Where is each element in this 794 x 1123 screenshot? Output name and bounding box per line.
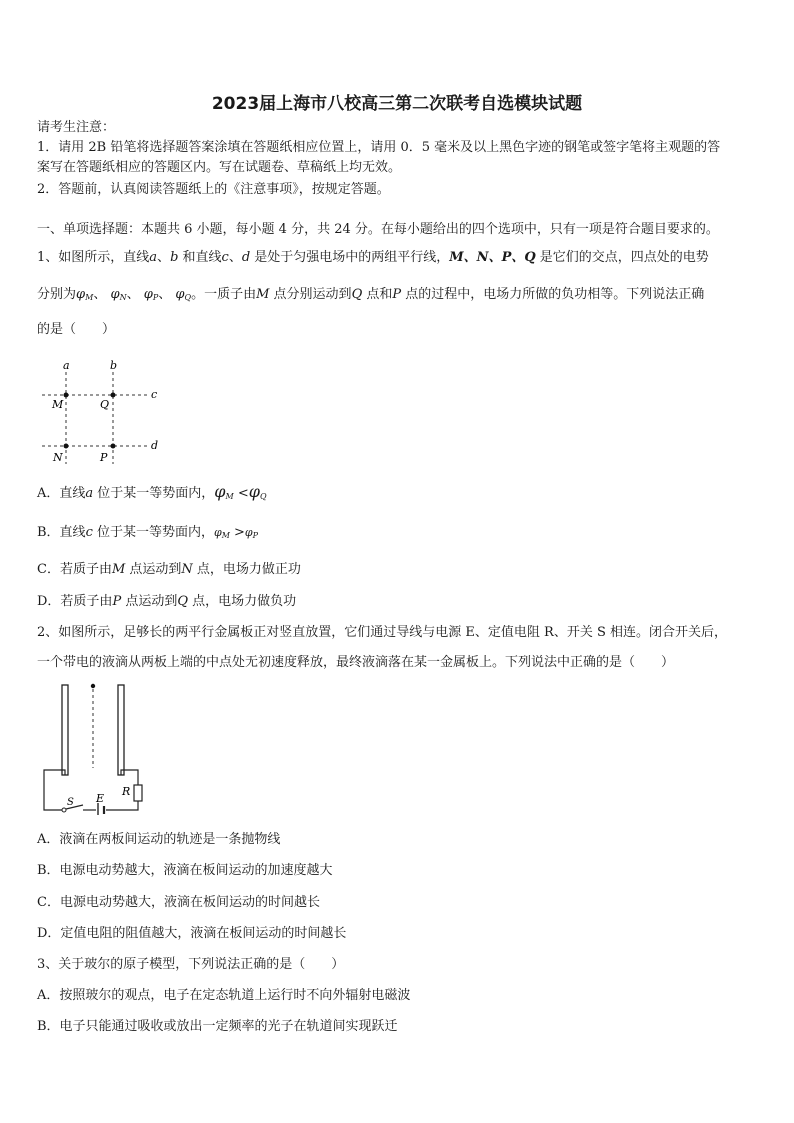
q2-stem-line-2: 一个带电的液滴从两板上端的中点处无初速度释放，最终液滴落在某一金属板上。下列说法中正确的是（ ） xyxy=(37,655,675,670)
point-N xyxy=(64,444,69,449)
q2-option-a: A．液滴在两板间运动的轨迹是一条抛物线 xyxy=(37,832,281,847)
notice-item-1-line-1: 1．请用 2B 铅笔将选择题答案涂填在答题纸相应位置上，请用 0．5 毫米及以上黑色字迹的钢笔或签字笔将主观题的答 xyxy=(37,140,721,155)
resistor xyxy=(134,785,142,801)
page-title: 2023届上海市八校高三第二次联考自选模块试题 xyxy=(211,94,583,114)
left-metal-plate xyxy=(62,685,68,775)
point-Q xyxy=(111,393,116,398)
q2-circuit-figure xyxy=(38,680,148,815)
q3-option-a: A．按照玻尔的观点，电子在定态轨道上运行时不向外辐射电磁波 xyxy=(37,988,411,1003)
q1-stem-line-3: 的是（ ） xyxy=(37,322,116,337)
q1-stem-line-1: 1、如图所示，直线a、b 和直线c、d 是处于匀强电场中的两组平行线，M、N、P、Q 是它们的交点，四点处的电势 xyxy=(37,250,709,265)
notice-heading: 请考生注意： xyxy=(37,120,116,135)
label-P: P xyxy=(100,451,108,464)
q2-option-b: B．电源电动势越大，液滴在板间运动的加速度越大 xyxy=(37,863,333,878)
label-d: d xyxy=(151,439,159,452)
droplet xyxy=(91,684,95,688)
q1-option-d: D．若质子由P 点运动到Q 点，电场力做负功 xyxy=(37,594,297,609)
label-N: N xyxy=(53,451,63,464)
wire-bottom-right xyxy=(106,801,138,810)
q1-option-a: A．直线a 位于某一等势面内，$\varphi_M <\varphi_Q$ xyxy=(37,482,267,501)
label-a: a xyxy=(63,359,70,372)
q1-stem-line-2: 分别为$\varphi_M$、 $\varphi_N$、 $\varphi_P$、 $\varphi_Q$。一质子由M 点分别运动到Q 点和P 点的过程中，电场力所做的负功相等。下列说法正确 xyxy=(37,287,705,302)
point-M xyxy=(64,393,69,398)
q1-option-b: B．直线c 位于某一等势面内，$\varphi_M >\varphi_P$ xyxy=(37,525,259,540)
q2-option-c: C．电源电动势越大，液滴在板间运动的时间越长 xyxy=(37,895,320,910)
label-b: b xyxy=(110,359,118,372)
wire-left xyxy=(44,770,65,810)
right-metal-plate xyxy=(118,685,124,775)
q2-stem-line-1: 2、如图所示，足够长的两平行金属板正对竖直放置，它们通过导线与电源 E、定值电阻 R、开关 S 相连。闭合开关后， xyxy=(37,625,727,640)
q1-option-c: C．若质子由M 点运动到N 点，电场力做正功 xyxy=(37,562,301,577)
q3-stem: 3、关于玻尔的原子模型，下列说法正确的是（ ） xyxy=(37,957,345,972)
q1-grid-figure xyxy=(38,358,168,468)
label-R: R xyxy=(122,785,131,798)
label-Q: Q xyxy=(100,398,110,411)
label-E: E xyxy=(96,792,105,805)
point-P xyxy=(111,444,116,449)
label-c: c xyxy=(151,388,158,401)
label-M: M xyxy=(52,398,64,411)
label-S: S xyxy=(67,797,74,808)
notice-item-1-line-2: 案写在答题纸相应的答题区内。写在试题卷、草稿纸上均无效。 xyxy=(37,160,402,175)
notice-item-2: 2．答题前，认真阅读答题纸上的《注意事项》，按规定答题。 xyxy=(37,182,390,197)
section-heading: 一、单项选择题：本题共 6 小题，每小题 4 分，共 24 分。在每小题给出的四个选项中，只有一项是符合题目要求的。 xyxy=(37,222,719,237)
q2-option-d: D．定值电阻的阻值越大，液滴在板间运动的时间越长 xyxy=(37,926,347,941)
q3-option-b: B．电子只能通过吸收或放出一定频率的光子在轨道间实现跃迁 xyxy=(37,1019,398,1034)
switch-contact xyxy=(62,808,66,812)
